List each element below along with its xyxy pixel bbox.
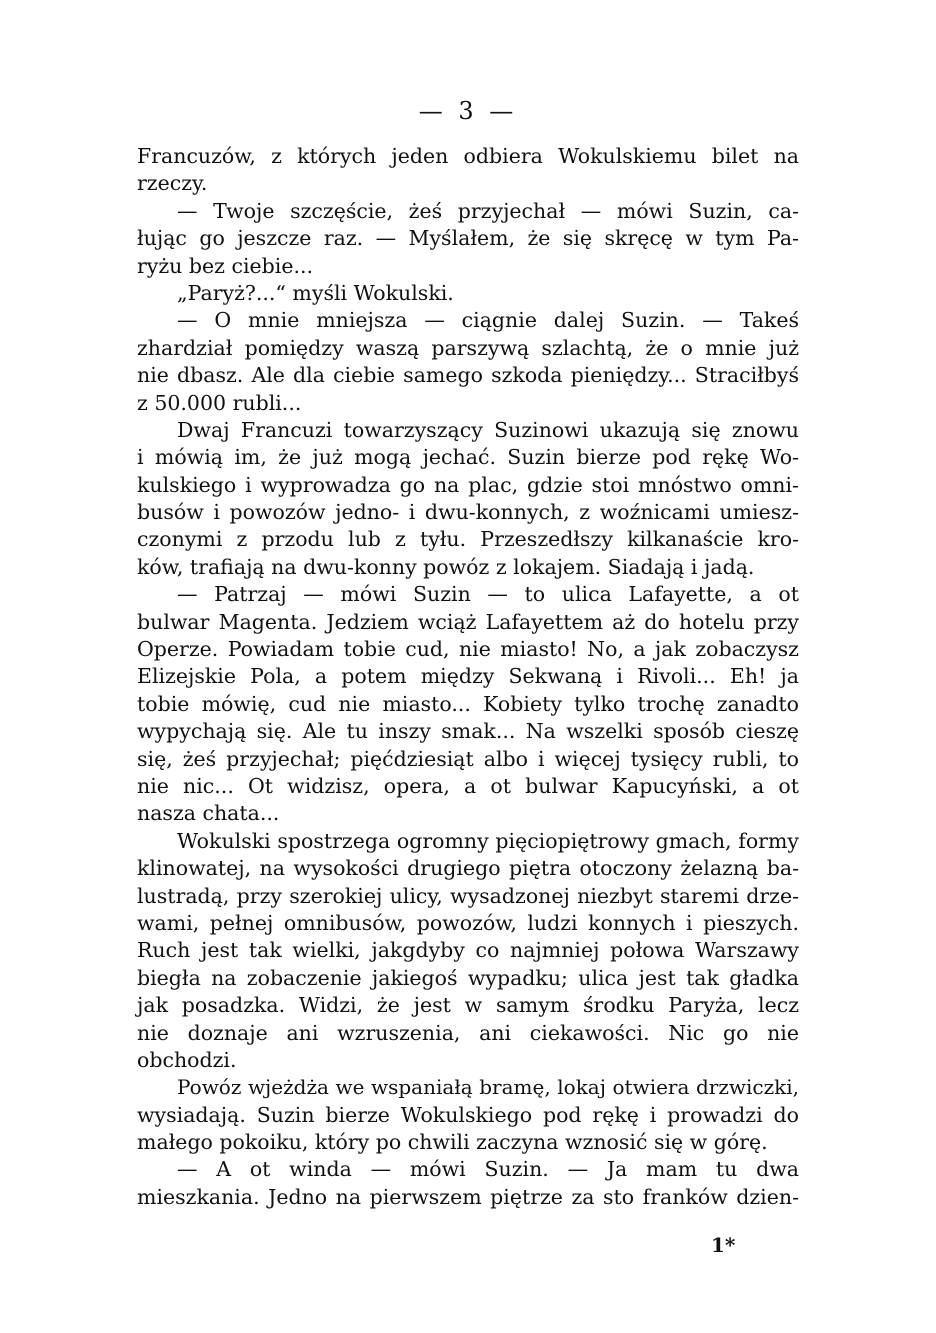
text-line: nasza chata... <box>137 801 280 826</box>
text-line: wysiadają. Suzin bierze Wokulskiego pod rękę i prowadzi do <box>137 1102 799 1127</box>
text-line: ryżu bez ciebie... <box>137 253 314 278</box>
text-line: ków, trafiają na dwu-konny powóz z lokajem. Siadają i jadą. <box>137 554 755 579</box>
text-line: busów i powozów jedno- i dwu-konnych, z woźnicami umiesz- <box>137 500 799 525</box>
text-line: klinowatej, na wysokości drugiego piętra otoczony żelazną ba- <box>137 856 799 881</box>
text-line: tobie mówię, cud nie miasto... Kobiety tylko trochę zanadto <box>137 691 799 716</box>
text-line: Ruch jest tak wielki, jakgdyby co najmniej połowa Warszawy <box>137 938 799 963</box>
text-line: wypychają się. Ale tu inszy smak... Na wszelki sposób cieszę <box>137 719 799 744</box>
text-line: — Patrzaj — mówi Suzin — to ulica Lafayette, a ot <box>177 582 799 607</box>
text-line: nie doznaje ani wzruszenia, ani ciekawości. Nic go nie <box>137 1020 799 1045</box>
printer-signature-mark: 1* <box>711 1233 736 1257</box>
text-line: Operze. Powiadam tobie cud, nie miasto! No, a jak zobaczysz <box>137 637 799 662</box>
text-line: z 50.000 rubli... <box>137 390 302 415</box>
text-line: Powóz wjeżdża we wspaniałą bramę, lokaj otwiera drzwiczki, <box>177 1075 799 1100</box>
text-line: łując go jeszcze raz. — Myślałem, że się skręcę w tym Pa- <box>137 226 799 251</box>
text-line: bulwar Magenta. Jedziem wciąż Lafayettem aż do hotelu przy <box>137 609 799 634</box>
text-line: Elizejskie Pola, a potem między Sekwaną i Rivoli... Eh! ja <box>137 664 799 689</box>
text-line: — Twoje szczęście, żeś przyjechał — mówi Suzin, ca- <box>177 198 799 223</box>
text-line: Wokulski spostrzega ogromny pięciopiętrowy gmach, formy <box>177 828 799 853</box>
text-line: mieszkania. Jedno na pierwszem piętrze za sto franków dzien- <box>137 1184 799 1209</box>
text-line: obchodzi. <box>137 1047 237 1072</box>
text-line: jak posadzka. Widzi, że jest w samym środku Paryża, lecz <box>137 993 799 1018</box>
text-line: małego pokoiku, który po chwili zaczyna wznosić się w górę. <box>137 1130 768 1155</box>
page-number: — 3 — <box>418 97 518 125</box>
text-line: i mówią im, że już mogą jechać. Suzin bierze pod rękę Wo- <box>137 445 799 470</box>
text-line: się, żeś przyjechał; pięćdziesiąt albo i więcej tysięcy rubli, to <box>137 746 799 771</box>
text-line: — O mnie mniejsza — ciągnie dalej Suzin. — Takeś <box>177 308 799 333</box>
text-line: wami, pełnej omnibusów, powozów, ludzi konnych i pieszych. <box>137 910 799 935</box>
text-line: czonymi z przodu lub z tyłu. Przeszedłszy kilkanaście kro- <box>137 527 799 552</box>
text-line: rzeczy. <box>137 171 208 196</box>
text-line: Francuzów, z których jeden odbiera Wokulskiemu bilet na <box>137 144 799 168</box>
text-line: kulskiego i wyprowadza go na plac, gdzie stoi mnóstwo omni- <box>137 472 799 497</box>
text-line: — A ot winda — mówi Suzin. — Ja mam tu dwa <box>177 1157 799 1182</box>
text-line: lustradą, przy szerokiej ulicy, wysadzonej niezbyt staremi drze- <box>137 883 799 908</box>
text-line: „Paryż?...“ myśli Wokulski. <box>177 280 454 305</box>
text-line: biegła na zobaczenie jakiegoś wypadku; ulica jest tak gładka <box>137 965 799 990</box>
text-line: zhardział pomiędzy waszą parszywą szlachtą, że o mnie już <box>137 335 799 360</box>
text-line: Dwaj Francuzi towarzyszący Suzinowi ukazują się znowu <box>177 417 799 442</box>
text-line: nie dbasz. Ale dla ciebie samego szkoda pieniędzy... Straciłbyś <box>137 363 799 388</box>
body-text <box>137 143 799 1211</box>
text-line: nie nic... Ot widzisz, opera, a ot bulwar Kapucyński, a ot <box>137 773 799 798</box>
